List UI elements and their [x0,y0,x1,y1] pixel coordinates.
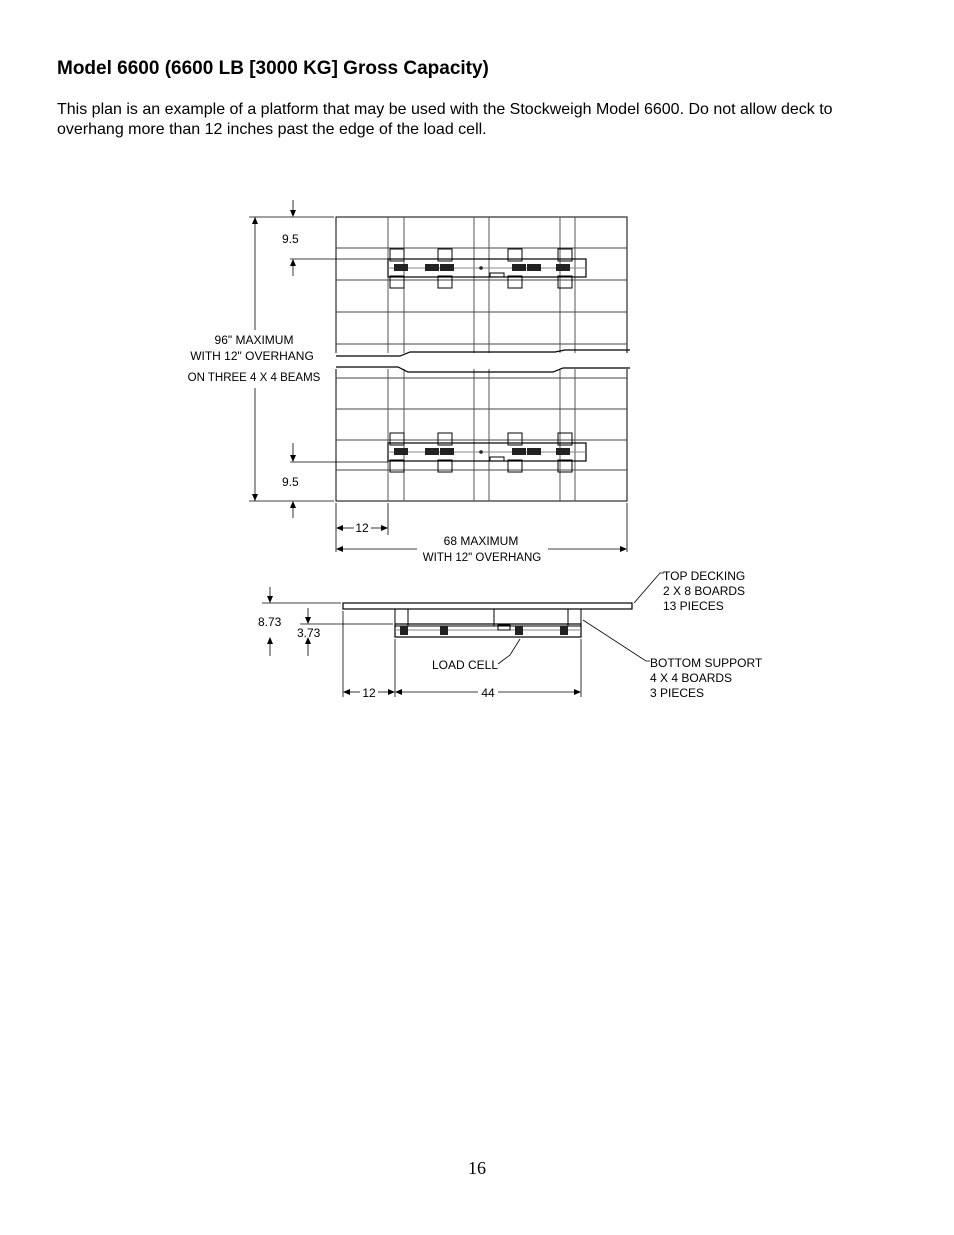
bottom-support-label-3: 3 PIECES [650,686,705,700]
load-cell-top-upper [388,249,586,288]
length-label-2: WITH 12" OVERHANG [190,349,314,363]
length-label-1: 96" MAXIMUM [214,333,294,347]
page-number: 16 [468,1158,486,1178]
height-total-label: 8.73 [258,615,282,629]
width-label-1: 68 MAXIMUM [443,534,519,548]
top-decking-label-2: 2 X 8 BOARDS [663,584,746,598]
height-cell-label: 3.73 [297,626,321,640]
length-label-3: ON THREE 4 X 4 BEAMS [187,372,321,384]
leader-top-decking [634,573,664,603]
dim-bottom-label: 9.5 [282,475,299,489]
overhang-label-top: 12 [355,521,369,535]
dim-top-label: 9.5 [282,232,299,246]
page-title: Model 6600 (6600 LB [3000 KG] Gross Capacity) [57,58,489,79]
load-cell-top-lower [388,433,586,472]
intro-paragraph: This plan is an example of a platform that may be used with the Stockweigh Model 6600. Do not allow deck to overhang more than 12 inches past the edge of the load cell. [57,101,833,138]
top-decking-label-3: 13 PIECES [663,599,724,613]
top-decking-side [343,603,632,609]
bottom-support-label-1: BOTTOM SUPPORT [650,656,763,670]
load-cell-label: LOAD CELL [432,658,499,672]
width-label-2: WITH 12" OVERHANG [422,552,542,564]
top-decking-label-1: TOP DECKING [663,569,746,583]
leader-load-cell [498,639,520,664]
span-label-side: 44 [481,686,495,700]
overhang-label-side: 12 [362,686,376,700]
leader-bottom-support [583,620,650,661]
bottom-support-label-2: 4 X 4 BOARDS [650,671,733,685]
